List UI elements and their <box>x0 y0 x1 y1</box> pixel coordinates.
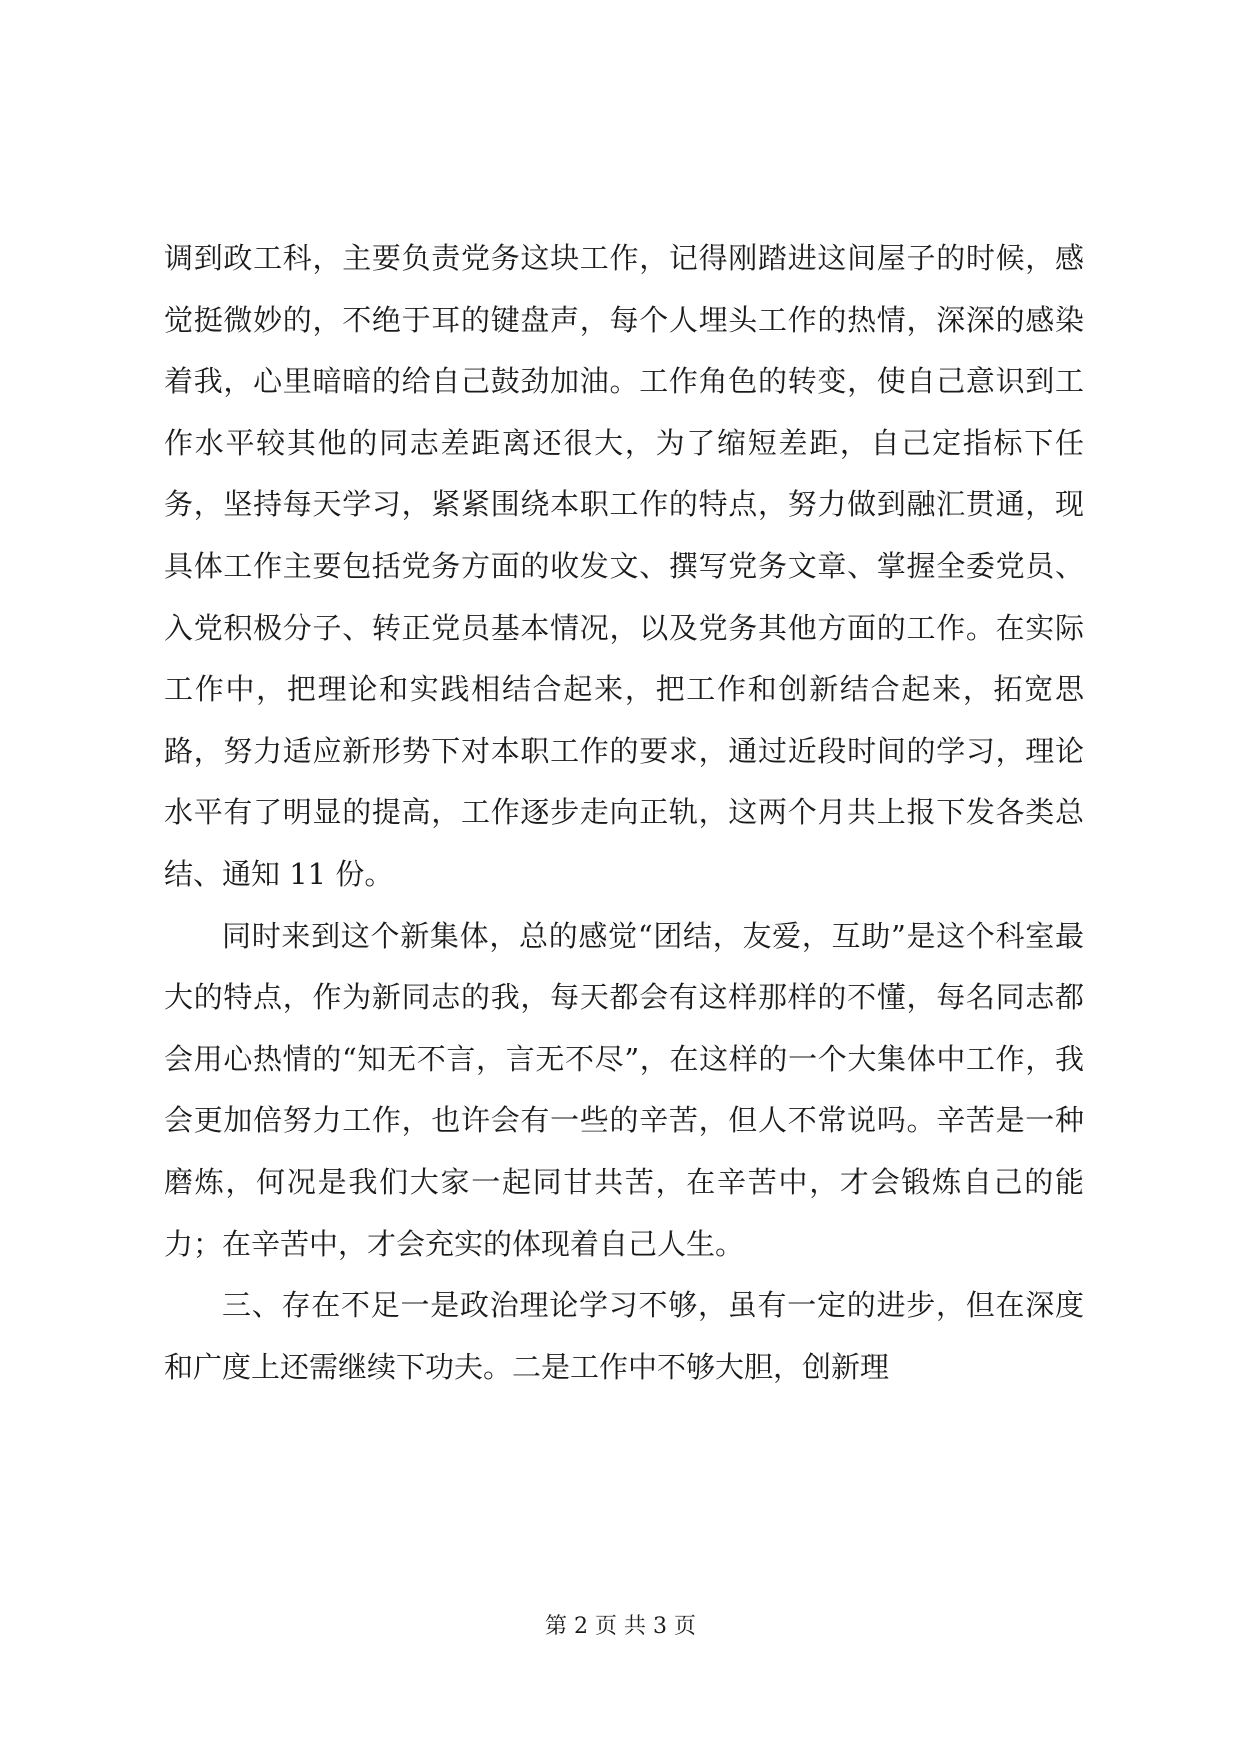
paragraph-new-collective: 同时来到这个新集体，总的感觉“团结，友爱，互助”是这个科室最大的特点，作为新同志的我，每天都会有这样那样的不懂，每名同志都会用心热情的“知无不言，言无不尽”，在这样的一个大集体中工作，我会更加倍努力工作，也许会有一些的辛苦，但人不常说吗。辛苦是一种磨炼，何况是我们大家一起同甘共苦，在辛苦中，才会锻炼自己的能力；在辛苦中，才会充实的体现着自己人生。 <box>164 918 1084 1261</box>
page-footer: 第 2 页 共 3 页 <box>545 1614 696 1639</box>
paragraph-shortcomings: 三、存在不足一是政治理论学习不够，虽有一定的进步，但在深度和广度上还需继续下功夫。二是工作中不够大胆，创新理 <box>164 1288 1084 1384</box>
paragraph-work-duties: 调到政工科，主要负责党务这块工作，记得刚踏进这间屋子的时候，感觉挺微妙的，不绝于耳的键盘声，每个人埋头工作的热情，深深的感染着我，心里暗暗的给自己鼓劲加油。工作角色的转变，使自己意识到工作水平较其他的同志差距离还很大，为了缩短差距，自己定指标下任务，坚持每天学习，紧紧围绕本职工作的特点，努力做到融汇贯通，现具体工作主要包括党务方面的收发文、撰写党务文章、掌握全委党员、入党积极分子、转正党员基本情况，以及党务其他方面的工作。在实际工作中，把理论和实践相结合起来，把工作和创新结合起来，拓宽思路，努力适应新形势下对本职工作的要求，通过近段时间的学习，理论水平有了明显的提高，工作逐步走向正轨，这两个月共上报下发各类总结、通知 11 份。 <box>164 241 1084 891</box>
document-body <box>164 228 1084 1398</box>
